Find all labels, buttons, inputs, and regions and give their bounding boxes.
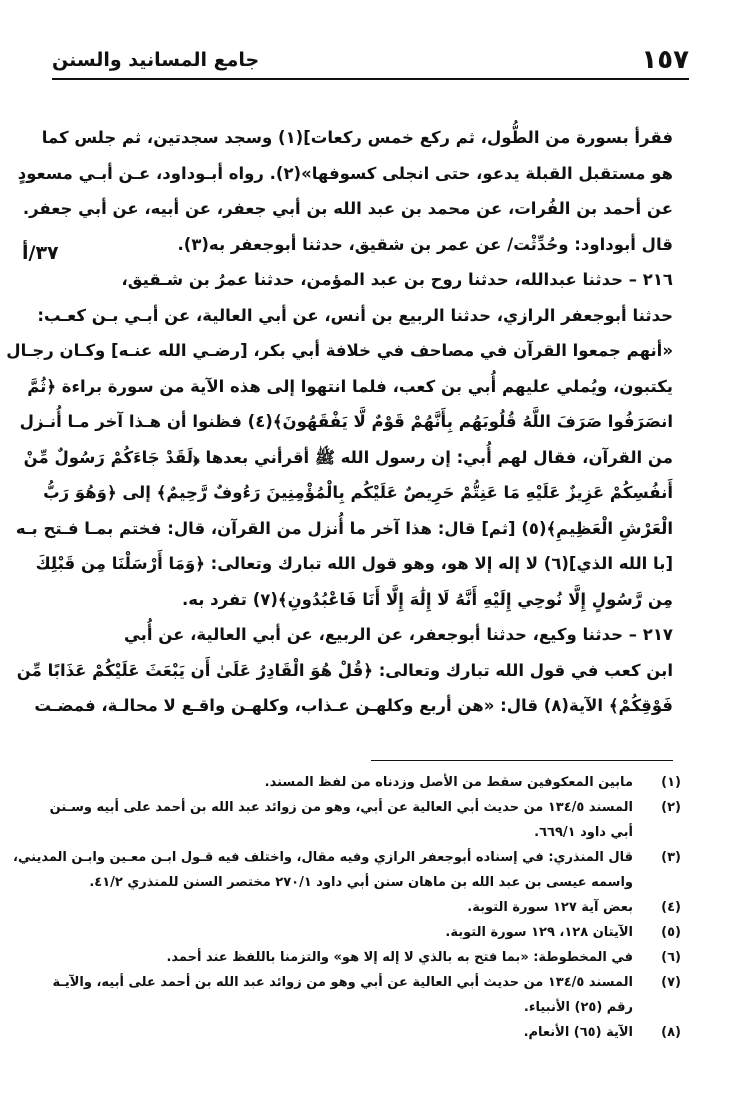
- footnote-line: مابين المعكوفين سقط من الأصل وزدناه من لفظ المسند.: [264, 775, 633, 790]
- footnote-text: [58, 945, 633, 970]
- footnote-number: (٧): [661, 975, 681, 990]
- footnote-line: الآيتان ١٢٨، ١٢٩ سورة التوبة.: [445, 925, 633, 940]
- footnote-text: [58, 895, 633, 920]
- footnote-separator: [371, 760, 673, 761]
- footnote: [49, 795, 681, 845]
- footnote-line: قال المنذري: في إسناده أبوجعفر الرازي وفيه مقال، واختلف فيه قـول ابـن معـين وابـن المديني،: [13, 850, 633, 865]
- text-line: فَوْقِكُمْ﴾ الآية(٨) قال: «هن أربع وكلهـن عـذاب، وكلهـن واقـع لا محالـة، فمضـت: [34, 696, 673, 715]
- footnote-number: (٨): [661, 1025, 681, 1040]
- text-line: مِن رَّسُولٍ إِلَّا نُوحِي إِلَيْهِ أَنَّهُ لَا إِلَٰهَ إِلَّا أَنَا فَاعْبُدُونِ﴾(٧) تفرد به.: [181, 589, 673, 609]
- manuscript-folio-marker: ٣٧/أ: [22, 242, 59, 264]
- footnote-line: رقم (٢٥) الأنبياء.: [523, 1000, 633, 1015]
- text-line: [با الله الذي](٦) لا إله إلا هو، وهو قول الله تبارك وتعالى: ﴿وَمَا أَرْسَلْنَا مِن قَبْلِكَ: [35, 554, 673, 573]
- text-line: انصَرَفُوا صَرَفَ اللَّهُ قُلُوبَهُم بِأَنَّهُمْ قَوْمٌ لَّا يَفْقَهُونَ﴾(٤) فظنوا أن هـذا آخر مـا أُنـزل: [19, 412, 673, 431]
- text-line: فقرأ بسورة من الطُّول، ثم ركع خمس ركعات](١) وسجد سجدتين، ثم جلس كما: [41, 128, 673, 147]
- footnote: [58, 920, 681, 945]
- page-number: ١٥٧: [641, 45, 689, 75]
- footnote-line: بعض آية ١٢٧ سورة التوبة.: [467, 900, 633, 915]
- page-header: [52, 42, 689, 80]
- text-line: الْعَرْشِ الْعَظِيمِ﴾(٥) [ثم] قال: هذا آخر ما أُنزل من القرآن، قال: فختم بمـا فـتح بـه: [15, 518, 673, 538]
- footnote-text: [58, 1020, 633, 1045]
- text-line: هو مستقبل القبلة يدعو، حتى انجلى كسوفها»(٢). رواه أبـوداود، عـن أبـي مسعودٍ: [17, 163, 673, 183]
- text-line: «أنهم جمعوا القرآن في مصاحف في خلافة أبي بكر، [رضـي الله عنـه] وكـان رجـال: [6, 341, 673, 360]
- footnote: [52, 970, 681, 1020]
- text-line: يكتبون، ويُملي عليهم أُبي بن كعب، فلما انتهوا إلى هذه الآية من سورة براءة ﴿ثُمَّ: [27, 376, 673, 396]
- footnote-text: [58, 920, 633, 945]
- text-line: عن أحمد بن الفُرات، عن محمد بن عبد الله بن أبي جعفر، عن أبيه، عن أبي جعفر.: [22, 199, 673, 218]
- footnote-line: الآية (٦٥) الأنعام.: [523, 1025, 633, 1040]
- footnote-line: أبي داود ٦٦٩/١.: [534, 825, 633, 840]
- footnote-text: [13, 845, 633, 895]
- text-line: حدثنا أبوجعفر الرازي، حدثنا الربيع بن أنس، عن أبي العالية، عن أبـي بـن كعـب:: [37, 305, 673, 325]
- footnote: [58, 770, 681, 795]
- text-line: من القرآن، فقال لهم أُبي: إن رسول الله ﷺ أقرأني بعدها ﴿لَقَدْ جَاءَكُمْ رَسُولٌ مِّنْ: [23, 447, 673, 467]
- footnote-number: (٢): [661, 800, 681, 815]
- footnote: [58, 895, 681, 920]
- footnote: [58, 1020, 681, 1045]
- book-title: جامع المسانيد والسنن: [52, 49, 260, 71]
- footnote-number: (١): [661, 775, 681, 790]
- footnote: [13, 845, 681, 895]
- footnote-line: المسند ١٣٤/٥ من حديث أبي العالية عن أبي، وهو من زوائد عبد الله بن أحمد على أبيه وسـنن: [49, 800, 633, 815]
- footnote-line: في المخطوطة: «بما فتح به بالذي لا إله إلا هو» والتزمنا باللفظ عند أحمد.: [166, 950, 633, 965]
- footnote-text: [53, 970, 633, 1020]
- footnote-line: واسمه عيسى بن عبد الله بن ماهان سنن أبي داود ٢٧٠/١ مختصر السنن للمنذري ٤١/٢.: [89, 875, 633, 890]
- footnote-number: (٤): [661, 900, 681, 915]
- text-line: ٢١٧ – حدثنا وكيع، حدثنا أبوجعفر، عن الربيع، عن أبي العالية، عن أُبي: [123, 625, 673, 644]
- text-line: ٢١٦ – حدثنا عبدالله، حدثنا روح بن عبد المؤمن، حدثنا عمرُ بن شـقيق،: [121, 270, 673, 289]
- footnotes: [13, 770, 681, 1045]
- footnote-line: المسند ١٣٤/٥ من حديث أبي العالية عن أبي وهو من زوائد عبد الله بن أحمد على أبيه، والآيـة: [52, 975, 633, 990]
- footnote-text: [58, 770, 633, 795]
- text-line: ابن كعب في قول الله تبارك وتعالى: ﴿قُلْ هُوَ الْقَادِرُ عَلَىٰ أَن يَبْعَثَ عَلَيْكُمْ عَذَابًا مِّن: [16, 660, 673, 680]
- footnote: [58, 945, 681, 970]
- footnote-text: [50, 795, 633, 845]
- footnote-number: (٣): [661, 850, 681, 865]
- text-line: قال أبوداود: وحُدِّثْت/ عن عمر بن شقيق، حدثنا أبوجعفر به(٣).: [177, 234, 673, 254]
- footnote-number: (٦): [661, 950, 681, 965]
- footnote-number: (٥): [661, 925, 681, 940]
- text-line: أَنفُسِكُمْ عَزِيزٌ عَلَيْهِ مَا عَنِتُّمْ حَرِيصٌ عَلَيْكُم بِالْمُؤْمِنِينَ رَءُوفٌ رَّحِيمٌ﴾ إلى ﴿وَهُوَ رَبُّ: [43, 483, 673, 502]
